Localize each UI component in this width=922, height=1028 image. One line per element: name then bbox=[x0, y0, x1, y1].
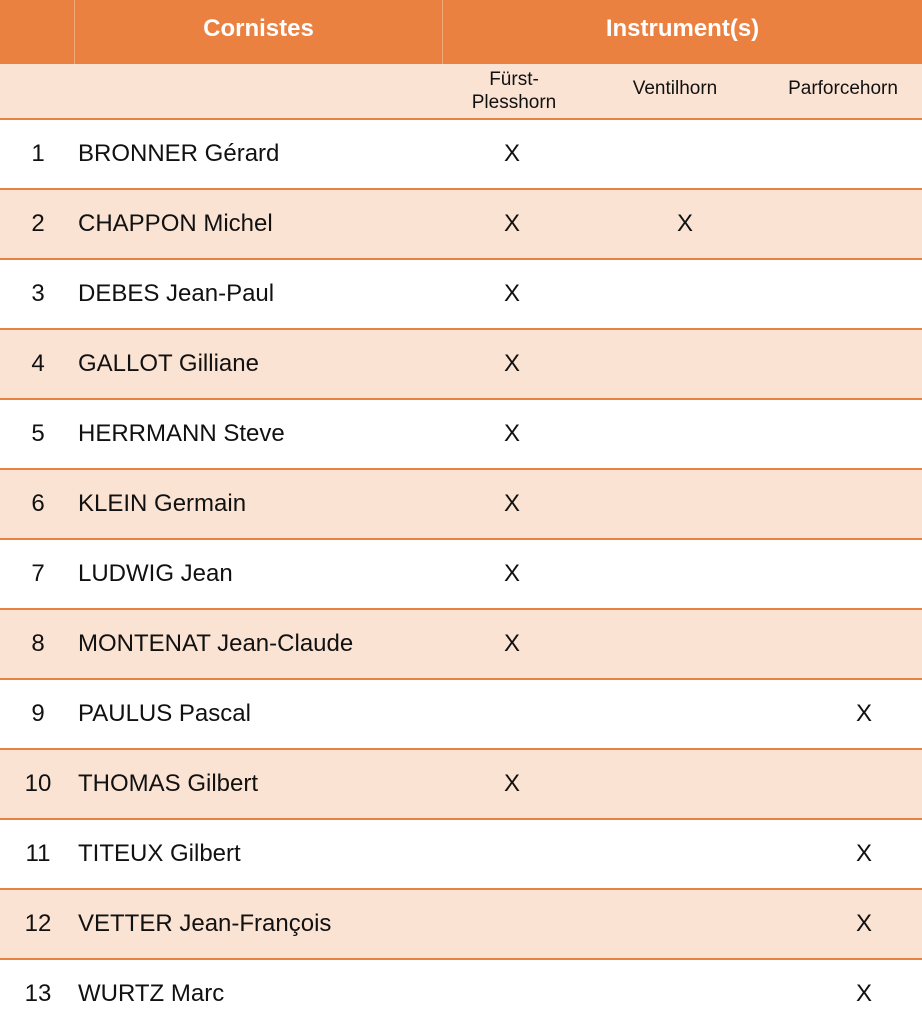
mark-furst-plesshorn: X bbox=[442, 750, 586, 820]
subheader-ventilhorn: Ventilhorn bbox=[586, 64, 764, 120]
mark-ventilhorn bbox=[586, 540, 764, 610]
mark-furst-plesshorn bbox=[442, 680, 586, 750]
row-number: 2 bbox=[0, 190, 74, 260]
header-blank-cell bbox=[0, 0, 74, 64]
row-number: 9 bbox=[0, 680, 74, 750]
mark-furst-plesshorn bbox=[442, 890, 586, 960]
player-name: DEBES Jean-Paul bbox=[74, 260, 442, 330]
row-number: 13 bbox=[0, 960, 74, 1028]
mark-furst-plesshorn: X bbox=[442, 260, 586, 330]
mark-ventilhorn bbox=[586, 750, 764, 820]
row-number: 4 bbox=[0, 330, 74, 400]
mark-parforcehorn bbox=[764, 610, 922, 680]
row-number: 6 bbox=[0, 470, 74, 540]
player-name: WURTZ Marc bbox=[74, 960, 442, 1028]
subheader-parforcehorn: Parforcehorn bbox=[764, 64, 922, 120]
row-number: 3 bbox=[0, 260, 74, 330]
mark-parforcehorn: X bbox=[764, 680, 922, 750]
mark-furst-plesshorn: X bbox=[442, 540, 586, 610]
player-name: TITEUX Gilbert bbox=[74, 820, 442, 890]
player-name: CHAPPON Michel bbox=[74, 190, 442, 260]
subheader-furst-line2: Plesshorn bbox=[471, 92, 557, 113]
player-name: PAULUS Pascal bbox=[74, 680, 442, 750]
player-name: VETTER Jean-François bbox=[74, 890, 442, 960]
header-cornistes: Cornistes bbox=[74, 0, 442, 64]
player-name: BRONNER Gérard bbox=[74, 120, 442, 190]
mark-ventilhorn bbox=[586, 890, 764, 960]
mark-furst-plesshorn: X bbox=[442, 400, 586, 470]
subheader-furst-line1: Fürst- bbox=[489, 69, 539, 90]
mark-furst-plesshorn bbox=[442, 820, 586, 890]
mark-parforcehorn bbox=[764, 260, 922, 330]
mark-ventilhorn bbox=[586, 330, 764, 400]
mark-furst-plesshorn: X bbox=[442, 190, 586, 260]
mark-parforcehorn bbox=[764, 400, 922, 470]
mark-parforcehorn bbox=[764, 190, 922, 260]
mark-ventilhorn bbox=[586, 680, 764, 750]
mark-parforcehorn: X bbox=[764, 890, 922, 960]
subheader-furst-plesshorn bbox=[442, 64, 586, 120]
player-name: GALLOT Gilliane bbox=[74, 330, 442, 400]
player-name: THOMAS Gilbert bbox=[74, 750, 442, 820]
mark-ventilhorn bbox=[586, 260, 764, 330]
mark-parforcehorn: X bbox=[764, 960, 922, 1028]
player-name: MONTENAT Jean-Claude bbox=[74, 610, 442, 680]
mark-furst-plesshorn: X bbox=[442, 330, 586, 400]
subheader-blank-num bbox=[0, 64, 74, 120]
mark-parforcehorn: X bbox=[764, 820, 922, 890]
player-name: KLEIN Germain bbox=[74, 470, 442, 540]
mark-ventilhorn bbox=[586, 820, 764, 890]
mark-furst-plesshorn: X bbox=[442, 610, 586, 680]
subheader-blank-name bbox=[74, 64, 442, 120]
header-instruments: Instrument(s) bbox=[442, 0, 922, 64]
player-name: HERRMANN Steve bbox=[74, 400, 442, 470]
mark-ventilhorn bbox=[586, 610, 764, 680]
row-number: 12 bbox=[0, 890, 74, 960]
mark-ventilhorn: X bbox=[586, 190, 764, 260]
mark-furst-plesshorn: X bbox=[442, 120, 586, 190]
row-number: 7 bbox=[0, 540, 74, 610]
mark-parforcehorn bbox=[764, 470, 922, 540]
mark-ventilhorn bbox=[586, 400, 764, 470]
mark-parforcehorn bbox=[764, 330, 922, 400]
row-number: 8 bbox=[0, 610, 74, 680]
row-number: 11 bbox=[0, 820, 74, 890]
mark-parforcehorn bbox=[764, 540, 922, 610]
mark-ventilhorn bbox=[586, 960, 764, 1028]
row-number: 1 bbox=[0, 120, 74, 190]
row-number: 10 bbox=[0, 750, 74, 820]
row-number: 5 bbox=[0, 400, 74, 470]
mark-furst-plesshorn: X bbox=[442, 470, 586, 540]
mark-ventilhorn bbox=[586, 470, 764, 540]
mark-parforcehorn bbox=[764, 120, 922, 190]
mark-parforcehorn bbox=[764, 750, 922, 820]
mark-furst-plesshorn bbox=[442, 960, 586, 1028]
mark-ventilhorn bbox=[586, 120, 764, 190]
player-name: LUDWIG Jean bbox=[74, 540, 442, 610]
